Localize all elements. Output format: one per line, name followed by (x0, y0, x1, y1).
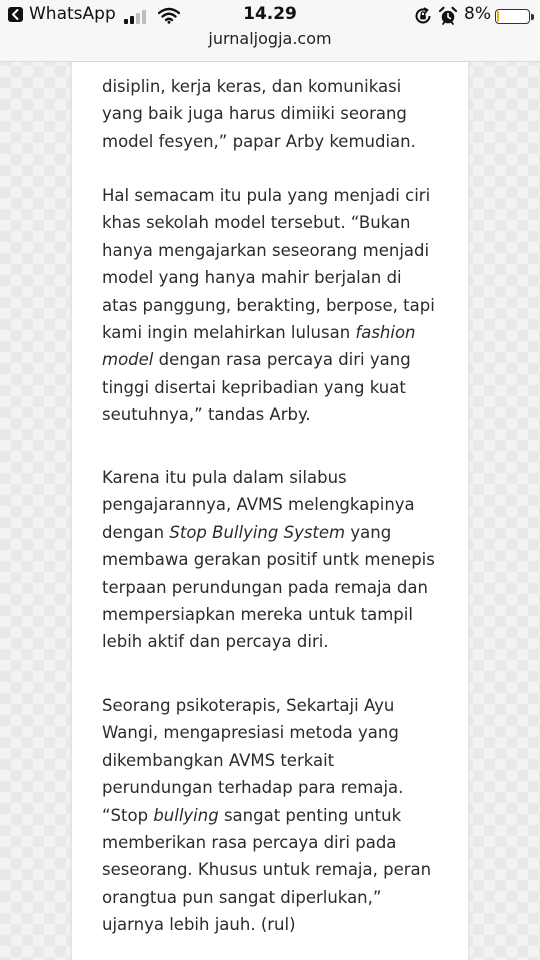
paragraph-line (102, 374, 458, 401)
paragraph-line (102, 601, 458, 628)
paragraph-line (102, 100, 458, 127)
text-run: sangat penting untuk (218, 805, 402, 825)
italic-text: model (102, 350, 154, 370)
article-paragraph (102, 692, 458, 939)
text-run: model fesyen,” papar Arby kemudian. (102, 131, 416, 151)
text-run: hanya mengajarkan seseorang menjadi (102, 240, 430, 260)
text-run: yang (345, 522, 392, 542)
text-run: Karena itu pula dalam silabus (102, 468, 347, 487)
text-run: disiplin, kerja keras, dan komunikasi (102, 77, 402, 96)
paragraph-line (102, 574, 458, 601)
status-row (0, 3, 540, 29)
paragraph-line (102, 401, 458, 428)
battery-icon (495, 9, 530, 24)
paragraph-line (102, 128, 458, 155)
paragraph-line (102, 829, 458, 856)
text-run: lebih aktif dan percaya diri. (102, 632, 329, 652)
italic-text: Stop Bullying System (169, 522, 346, 542)
paragraph-line (102, 911, 458, 938)
text-run: perundungan terhadap para remaja. (102, 778, 404, 798)
text-run: membawa gerakan positif untk menepis (102, 550, 435, 570)
text-run: Hal semacam itu pula yang menjadi ciri (102, 186, 431, 205)
text-run: dikembangkan AVMS terkait (102, 750, 335, 770)
battery-level-fill (497, 11, 499, 22)
paragraph-line (102, 802, 458, 829)
battery-nub (531, 14, 534, 20)
text-run: dengan rasa percaya diri yang (153, 350, 411, 370)
paragraph-line (102, 719, 458, 746)
paragraph-line (102, 209, 458, 236)
article-paragraph (102, 62, 458, 155)
text-run: seutuhnya,” tandas Arby. (102, 405, 311, 425)
paragraph-line (102, 774, 458, 801)
status-bar (0, 0, 540, 62)
status-time: 14.29 (243, 4, 297, 24)
article-card (71, 62, 469, 960)
paragraph-line (102, 519, 458, 546)
battery-percent: 8% (464, 4, 491, 24)
text-run: terpaan perundungan pada remaja dan (102, 577, 428, 597)
text-run: atas panggung, berakting, berpose, tapi (102, 295, 435, 315)
rotation-lock-icon (414, 7, 432, 25)
paragraph-line (102, 346, 458, 373)
paragraph-line (102, 319, 458, 346)
text-run: tinggi disertai kepribadian yang kuat (102, 377, 406, 397)
paragraph-line (102, 73, 458, 100)
text-run: memberikan rasa percaya diri pada (102, 832, 397, 852)
italic-text: bullying (153, 805, 219, 825)
text-run: model yang hanya mahir berjalan di (102, 268, 402, 288)
paragraph-line (102, 264, 458, 291)
text-run: Seorang psikoterapis, Sekartaji Ayu (102, 696, 395, 715)
paragraph-line (102, 182, 458, 209)
paragraph-line (102, 884, 458, 911)
paragraph-line (102, 692, 458, 719)
italic-text: fashion (355, 322, 416, 342)
paragraph-line (102, 546, 458, 573)
article-paragraph (102, 182, 458, 429)
paragraph-line (102, 292, 458, 319)
text-run: khas sekolah model tersebut. “Bukan (102, 213, 411, 233)
paragraph-line (102, 856, 458, 883)
paragraph-line (102, 491, 458, 518)
text-run: mempersiapkan mereka untuk tampil (102, 604, 413, 624)
text-run: kami ingin melahirkan lulusan (102, 322, 356, 342)
alarm-icon (438, 6, 458, 26)
page-url[interactable]: jurnaljogja.com (208, 29, 332, 48)
article-paragraph (102, 464, 458, 656)
text-run: seseorang. Khusus untuk remaja, peran (102, 860, 432, 880)
paragraph-line (102, 237, 458, 264)
text-run: pengajarannya, AVMS melengkapinya (102, 495, 415, 515)
paragraph-line (102, 747, 458, 774)
text-run: ujarnya lebih jauh. (rul) (102, 915, 296, 935)
text-run: Wangi, mengapresiasi metoda yang (102, 723, 399, 743)
text-run: dengan (102, 522, 170, 542)
text-run: orangtua pun sangat diperlukan,” (102, 887, 382, 907)
paragraph-line (102, 628, 458, 655)
back-to-app-label[interactable]: WhatsApp (29, 4, 116, 24)
text-run: yang baik juga harus dimiiki seorang (102, 104, 407, 124)
clipped-previous-line (102, 62, 458, 73)
text-run: “Stop (102, 805, 154, 825)
paragraph-line (102, 464, 458, 491)
